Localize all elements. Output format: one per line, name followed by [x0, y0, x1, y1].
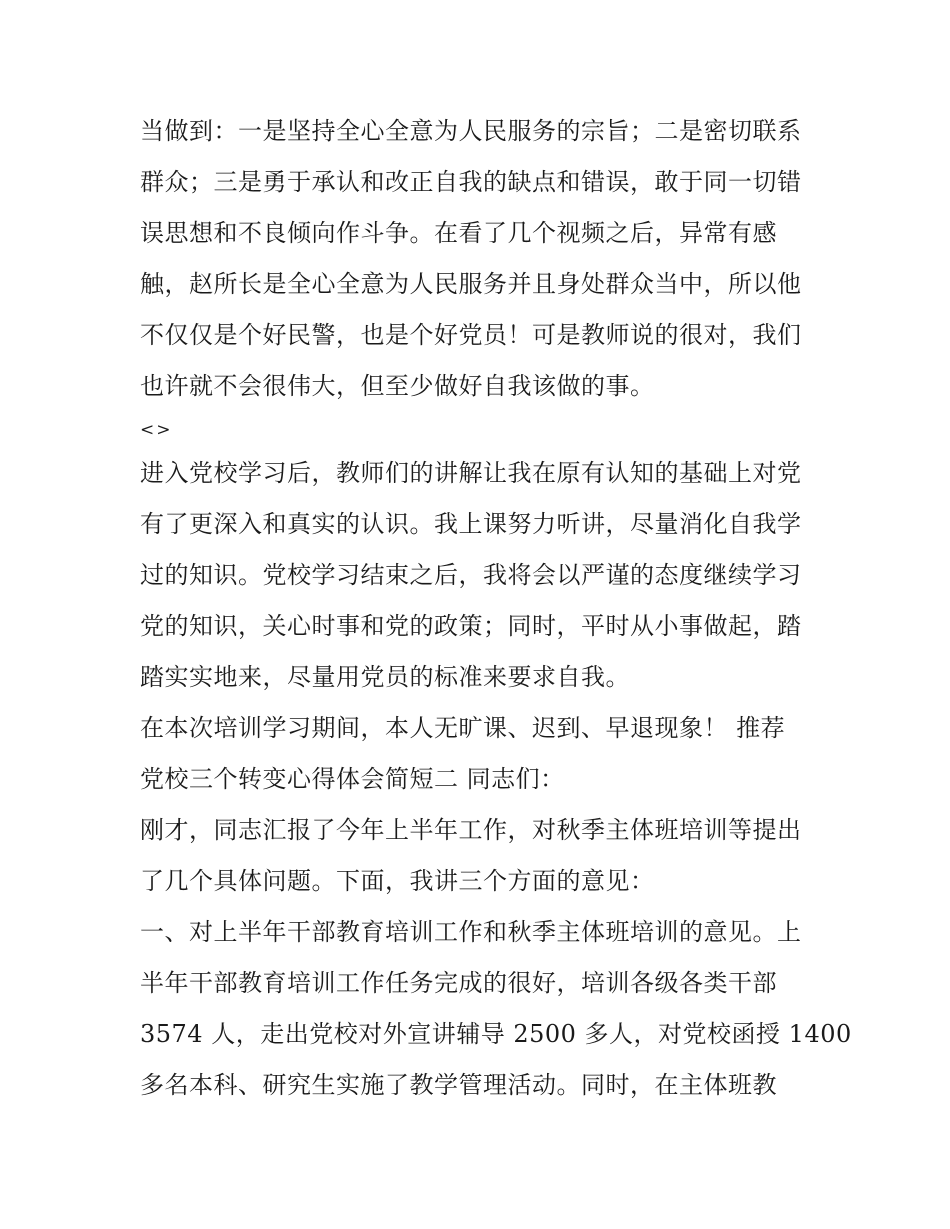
text-line-14: 刚才，同志汇报了今年上半年工作，对秋季主体班培训等提出 — [140, 816, 802, 844]
text-line-15: 了几个具体问题。下面，我讲三个方面的意见： — [140, 867, 655, 895]
text-line-4: 触，赵所长是全心全意为人民服务并且身处群众当中，所以他 — [140, 270, 802, 298]
text-line-5: 不仅仅是个好民警，也是个好党员！可是教师说的很对，我们 — [140, 321, 802, 349]
text-line-1: 当做到：一是坚持全心全意为人民服务的宗旨；二是密切联系 — [140, 117, 802, 145]
document-body — [140, 106, 852, 1111]
text-line-16: 一、对上半年干部教育培训工作和秋季主体班培训的意见。上 — [140, 918, 802, 946]
text-line-13: 党校三个转变心得体会简短二 同志们： — [140, 765, 565, 793]
text-line-18: 3574 人，走出党校对外宣讲辅导 2500 多人，对党校函授 1400 — [140, 1020, 852, 1048]
text-line-17: 半年干部教育培训工作任务完成的很好，培训各级各类干部 — [140, 969, 777, 997]
text-line-3: 误思想和不良倾向作斗争。在看了几个视频之后，异常有感 — [140, 219, 777, 247]
text-line-8: 有了更深入和真实的认识。我上课努力听讲，尽量消化自我学 — [140, 510, 802, 538]
text-line-11: 踏实实地来，尽量用党员的标准来要求自我。 — [140, 663, 630, 691]
text-line-6: 也许就不会很伟大，但至少做好自我该做的事。 — [140, 372, 655, 400]
text-line-12: 在本次培训学习期间，本人无旷课、迟到、早退现象！ 推荐 — [140, 714, 786, 742]
text-line-2: 群众；三是勇于承认和改正自我的缺点和错误，敢于同一切错 — [140, 168, 802, 196]
text-line-19: 多名本科、研究生实施了教学管理活动。同时，在主体班教 — [140, 1071, 777, 1099]
separator-marker: <> — [140, 420, 173, 440]
text-line-7: 进入党校学习后，教师们的讲解让我在原有认知的基础上对党 — [140, 459, 802, 487]
text-line-10: 党的知识，关心时事和党的政策；同时，平时从小事做起，踏 — [140, 612, 802, 640]
text-line-9: 过的知识。党校学习结束之后，我将会以严谨的态度继续学习 — [140, 561, 802, 589]
